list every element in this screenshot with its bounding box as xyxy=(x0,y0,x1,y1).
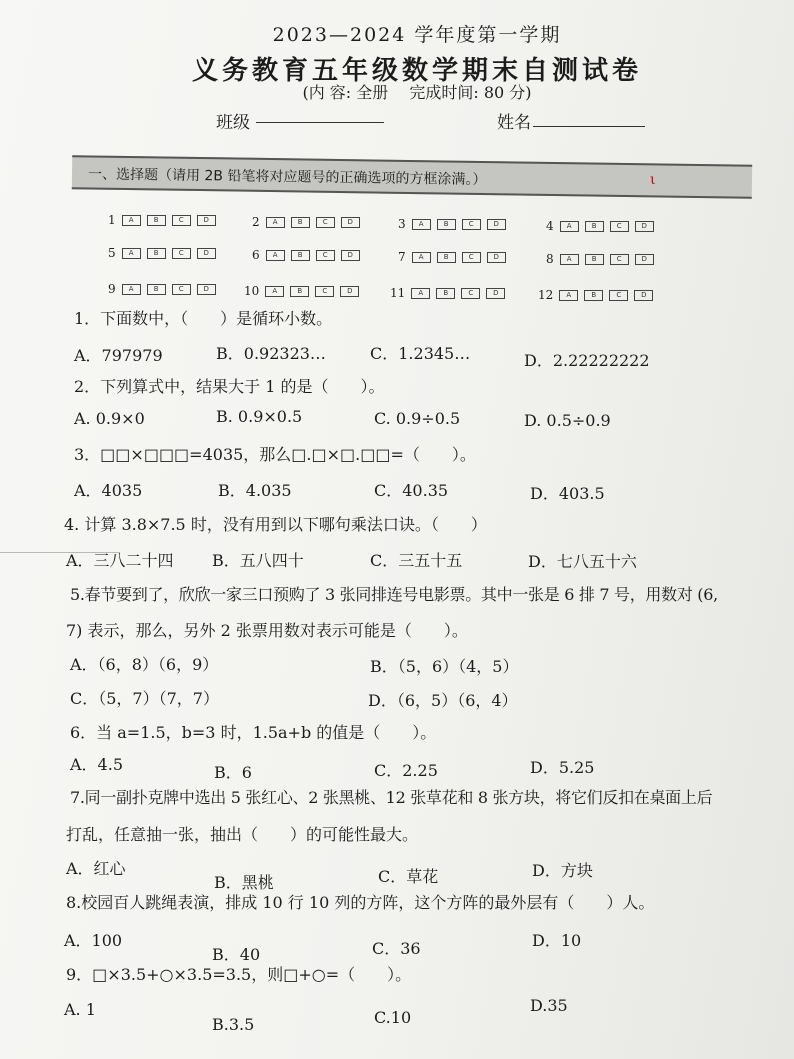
duration: 完成时间: 80 分) xyxy=(409,83,532,102)
answer-bubble-2-a[interactable]: A xyxy=(266,217,285,228)
answer-bubble-8-a[interactable]: A xyxy=(560,254,579,265)
answer-row-8 xyxy=(546,252,660,266)
question-8-option-b: B．40 xyxy=(212,945,261,964)
question-1-option-b: B．0.92323… xyxy=(216,344,326,363)
answer-bubble-11-a[interactable]: A xyxy=(411,288,430,299)
answer-bubble-4-a[interactable]: A xyxy=(560,221,579,232)
answer-bubble-3-c[interactable]: C xyxy=(462,219,481,230)
question-1-stem: 1．下面数中，（ ）是循环小数。 xyxy=(74,309,333,328)
question-5-stem: 5.春节要到了，欣欣一家三口预购了 3 张同排连号电影票。其中一张是 6 排 7 号，用数对 (6, xyxy=(70,585,718,604)
answer-bubble-4-d[interactable]: D xyxy=(635,221,654,232)
question-1-option-c: C．1.2345… xyxy=(370,344,471,363)
answer-bubble-8-d[interactable]: D xyxy=(635,254,654,265)
question-4-option-a: A．三八二十四 xyxy=(66,551,174,570)
question-3-option-c: C．40.35 xyxy=(374,481,449,500)
exam-info xyxy=(20,80,794,103)
answer-bubble-1-d[interactable]: D xyxy=(197,215,216,226)
question-4-stem: 4. 计算 3.8×7.5 时，没有用到以下哪句乘法口诀。（ ） xyxy=(64,515,487,534)
answer-number: 7 xyxy=(398,250,406,264)
answer-bubble-1-a[interactable]: A xyxy=(122,215,141,226)
question-8-option-a: A．100 xyxy=(64,931,123,950)
question-6-stem: 6．当 a=1.5，b=3 时，1.5a+b 的值是（ ）。 xyxy=(70,723,437,742)
answer-bubble-3-d[interactable]: D xyxy=(487,219,506,230)
question-4-option-d: D．七八五十六 xyxy=(528,552,637,571)
question-9-option-a: A. 1 xyxy=(64,1000,96,1019)
content-scope: (内 容: 全册 xyxy=(302,83,389,102)
question-5-option-c: C．（5，7）（7，7） xyxy=(70,689,219,708)
question-3-stem: 3．□□×□□□=4035，那么□.□×□.□□=（ ）。 xyxy=(74,445,476,464)
answer-row-6 xyxy=(252,248,366,262)
section-title: 一、选择题（请用 2B 铅笔将对应题号的正确选项的方框涂满。） xyxy=(87,166,487,189)
answer-row-10 xyxy=(244,284,365,298)
answer-bubble-3-b[interactable]: B xyxy=(437,219,456,230)
answer-bubble-10-a[interactable]: A xyxy=(265,286,284,297)
question-2-option-b: B. 0.9×0.5 xyxy=(216,407,303,426)
answer-bubble-3-a[interactable]: A xyxy=(412,219,431,230)
name-field[interactable] xyxy=(533,126,645,127)
question-7-option-a: A．红心 xyxy=(66,859,126,878)
answer-bubble-5-b[interactable]: B xyxy=(147,248,166,259)
question-9-option-c: C.10 xyxy=(374,1008,412,1027)
question-4-option-c: C．三五十五 xyxy=(370,551,463,570)
question-9-option-b: B.3.5 xyxy=(212,1015,255,1034)
answer-row-7 xyxy=(398,250,512,264)
red-pen-mark: ι xyxy=(650,172,656,188)
answer-row-11 xyxy=(390,286,511,300)
question-3-option-b: B．4.035 xyxy=(218,481,292,500)
answer-number: 9 xyxy=(108,282,116,296)
answer-bubble-7-d[interactable]: D xyxy=(487,252,506,263)
answer-bubble-2-c[interactable]: C xyxy=(316,217,335,228)
answer-bubble-11-d[interactable]: D xyxy=(486,288,505,299)
answer-bubble-6-d[interactable]: D xyxy=(341,250,360,261)
question-4-option-b: B．五八四十 xyxy=(212,551,304,570)
answer-bubble-6-b[interactable]: B xyxy=(291,250,310,261)
question-7-option-b: B．黑桃 xyxy=(214,873,274,892)
answer-bubble-4-b[interactable]: B xyxy=(585,221,604,232)
answer-number: 1 xyxy=(108,213,116,227)
question-5-option-d: D．（6，5）（6，4） xyxy=(368,691,518,710)
answer-bubble-9-c[interactable]: C xyxy=(172,284,191,295)
answer-bubble-7-b[interactable]: B xyxy=(437,252,456,263)
answer-bubble-2-d[interactable]: D xyxy=(341,217,360,228)
exam-title: 义务教育五年级数学期末自测试卷 xyxy=(191,56,642,86)
answer-bubble-9-a[interactable]: A xyxy=(122,284,141,295)
answer-number: 6 xyxy=(252,248,260,262)
year-line: 2023—2024 学年度第一学期 xyxy=(272,24,562,46)
answer-bubble-11-b[interactable]: B xyxy=(436,288,455,299)
answer-bubble-8-c[interactable]: C xyxy=(610,254,629,265)
question-6-option-c: C．2.25 xyxy=(374,761,438,780)
answer-bubble-5-c[interactable]: C xyxy=(172,248,191,259)
question-5-stem-cont: 7) 表示，那么，另外 2 张票用数对表示可能是（ ）。 xyxy=(66,621,468,640)
answer-bubble-1-c[interactable]: C xyxy=(172,215,191,226)
answer-row-3 xyxy=(398,217,512,231)
answer-bubble-7-c[interactable]: C xyxy=(462,252,481,263)
question-2-option-c: C. 0.9÷0.5 xyxy=(374,409,461,428)
answer-bubble-2-b[interactable]: B xyxy=(291,217,310,228)
answer-bubble-6-a[interactable]: A xyxy=(266,250,285,261)
answer-bubble-4-c[interactable]: C xyxy=(610,221,629,232)
question-9-option-d: D.35 xyxy=(530,996,568,1015)
answer-bubble-5-a[interactable]: A xyxy=(122,248,141,259)
question-7-stem: 7.同一副扑克牌中选出 5 张红心、2 张黑桃、12 张草花和 8 张方块，将它们反扣在桌面上后 xyxy=(70,788,713,807)
answer-bubble-12-b[interactable]: B xyxy=(584,290,603,301)
answer-number: 11 xyxy=(390,286,406,300)
name-label: 姓名 xyxy=(497,113,531,133)
answer-bubble-7-a[interactable]: A xyxy=(412,252,431,263)
answer-bubble-9-b[interactable]: B xyxy=(147,284,166,295)
question-1-option-d: D．2.22222222 xyxy=(524,351,650,370)
class-field[interactable] xyxy=(256,122,384,123)
question-3-option-a: A．4035 xyxy=(74,481,143,500)
answer-bubble-12-a[interactable]: A xyxy=(559,290,578,301)
answer-bubble-10-d[interactable]: D xyxy=(340,286,359,297)
answer-bubble-8-b[interactable]: B xyxy=(585,254,604,265)
answer-bubble-1-b[interactable]: B xyxy=(147,215,166,226)
answer-bubble-10-b[interactable]: B xyxy=(290,286,309,297)
answer-row-12 xyxy=(538,288,659,302)
question-8-stem: 8.校园百人跳绳表演，排成 10 行 10 列的方阵，这个方阵的最外层有（ ）人。 xyxy=(66,893,655,912)
question-9-stem: 9．□×3.5+○×3.5=3.5，则□+○=（ ）。 xyxy=(66,965,412,984)
answer-bubble-11-c[interactable]: C xyxy=(461,288,480,299)
answer-row-1 xyxy=(108,213,222,227)
answer-bubble-9-d[interactable]: D xyxy=(197,284,216,295)
question-1-option-a: A．797979 xyxy=(74,346,163,365)
question-6-option-a: A．4.5 xyxy=(70,755,124,774)
answer-number: 10 xyxy=(244,284,260,298)
class-label: 班级 xyxy=(216,113,250,133)
answer-number: 3 xyxy=(398,217,406,231)
question-6-option-b: B．6 xyxy=(214,763,252,782)
answer-number: 8 xyxy=(546,252,554,266)
answer-number: 5 xyxy=(108,246,116,260)
answer-bubble-12-c[interactable]: C xyxy=(609,290,628,301)
question-5-option-b: B．（5，6）（4，5） xyxy=(370,657,519,676)
question-6-option-d: D．5.25 xyxy=(530,758,595,777)
question-7-option-c: C．草花 xyxy=(378,867,439,886)
question-8-option-d: D．10 xyxy=(532,931,582,950)
question-7-option-d: D．方块 xyxy=(532,861,593,880)
answer-row-5 xyxy=(108,246,222,260)
question-3-option-d: D．403.5 xyxy=(530,484,605,503)
question-7-stem-cont: 打乱，任意抽一张，抽出（ ）的可能性最大。 xyxy=(66,825,419,844)
answer-bubble-10-c[interactable]: C xyxy=(315,286,334,297)
answer-row-4 xyxy=(546,219,660,233)
answer-bubble-12-d[interactable]: D xyxy=(634,290,653,301)
answer-number: 12 xyxy=(538,288,554,302)
question-2-option-d: D. 0.5÷0.9 xyxy=(524,411,611,430)
answer-row-9 xyxy=(108,282,222,296)
answer-bubble-5-d[interactable]: D xyxy=(197,248,216,259)
question-5-option-a: A．（6，8）（6，9） xyxy=(70,655,219,674)
answer-row-2 xyxy=(252,215,366,229)
answer-number: 2 xyxy=(252,215,260,229)
answer-number: 4 xyxy=(546,219,554,233)
question-8-option-c: C．36 xyxy=(372,939,421,958)
question-2-stem: 2．下列算式中，结果大于 1 的是（ ）。 xyxy=(74,377,385,396)
question-2-option-a: A. 0.9×0 xyxy=(74,409,145,428)
answer-bubble-6-c[interactable]: C xyxy=(316,250,335,261)
